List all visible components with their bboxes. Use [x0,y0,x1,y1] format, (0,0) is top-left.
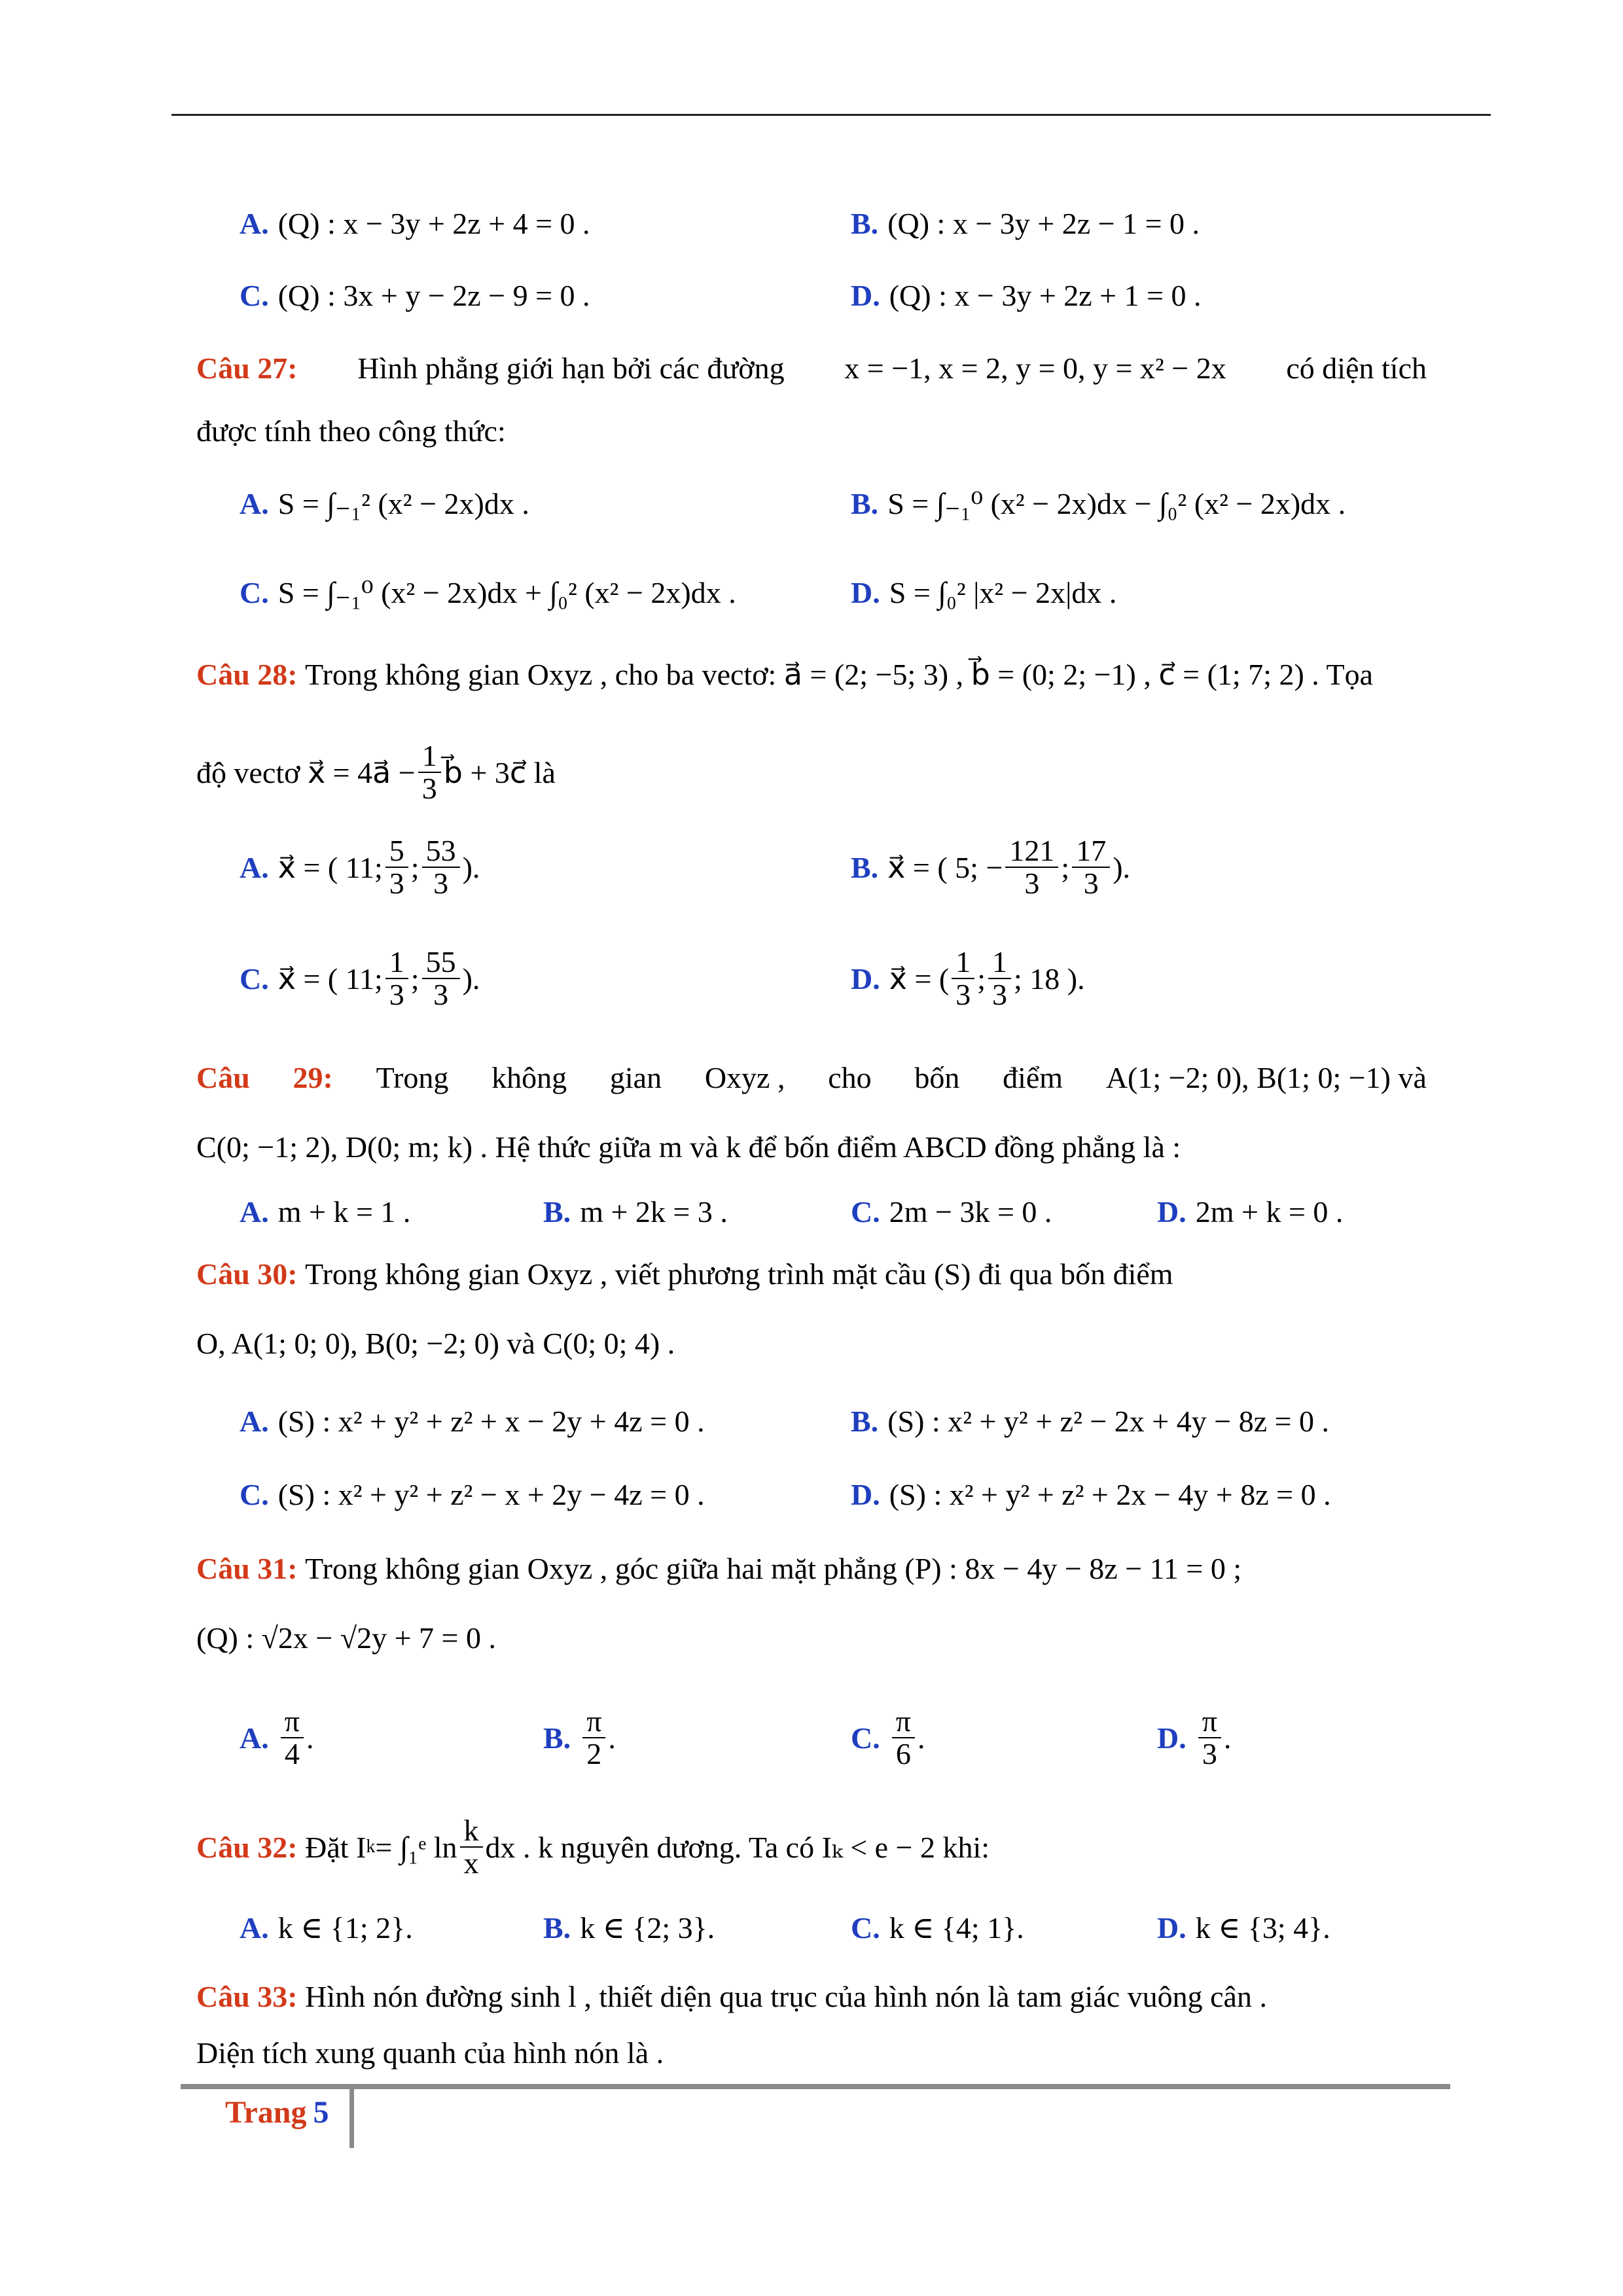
fraction-numerator: 5 [385,835,408,868]
q26-option-b[interactable] [851,187,1200,259]
q29-stem-line-1 [196,1045,1427,1110]
option-text: (S) : x² + y² + z² + x − 2y + 4z = 0 . [277,1404,705,1438]
question-text: dx . k nguyên dương. Ta có Iₖ < e − 2 khi: [485,1831,990,1864]
question-text: O, A(1; 0; 0), B(0; −2; 0) và C(0; 0; 4) . [196,1326,675,1360]
question-text: Hình nón đường sinh l , thiết diện qua trục của hình nón là tam giác vuông cân . [305,1979,1267,2013]
option-text: x⃗ = ( 11; [277,962,383,996]
option-label: D. [1157,1721,1186,1755]
fraction-numerator: 1 [952,946,974,979]
q32-option-b[interactable] [543,1892,715,1964]
fraction-denominator: 3 [421,772,437,805]
q26-options-row-1 [0,187,1623,259]
fraction-denominator: 3 [433,978,449,1011]
q29-stem-line-2 [196,1114,1427,1179]
fraction-denominator: 3 [992,978,1007,1011]
option-label: D. [1157,1194,1186,1229]
fraction [1005,835,1058,900]
question-text: Đặt I [305,1830,366,1864]
fraction [460,1815,483,1880]
question-number: Câu 33: [196,1979,298,2013]
q26-option-a[interactable] [240,187,590,259]
q32-stem [196,1801,1427,1893]
option-label: A. [240,206,269,240]
question-equation: x = −1, x = 2, y = 0, y = x² − 2x [844,351,1226,385]
question-word: điểm [1003,1060,1063,1094]
option-label: A. [240,1721,269,1755]
fraction [418,740,441,805]
fraction-denominator: 3 [955,978,971,1011]
q30-options-row-2 [0,1458,1623,1530]
option-text: k ∈ {2; 3}. [580,1911,715,1945]
q33-stem-line-2 [196,2020,1427,2085]
option-text: x⃗ = ( [889,962,950,996]
q27-option-d[interactable] [851,556,1116,628]
question-number: Câu 32: [196,1830,298,1864]
option-text: x⃗ = ( 11; [277,851,383,884]
option-label: C. [240,278,269,312]
option-label: A. [240,486,269,520]
question-text: Hình phẳng giới hạn bởi các đường [357,351,785,385]
fraction-denominator: 3 [1202,1737,1217,1770]
question-word: Oxyz , [704,1060,785,1094]
q32-option-c[interactable] [851,1892,1024,1964]
page-number-value: 5 [313,2095,329,2130]
option-text: S = ∫₀² |x² − 2x|dx . [889,575,1117,609]
q33-stem-line-1 [196,1964,1427,2029]
option-label: D. [1157,1910,1186,1945]
option-label: C. [240,1477,269,1511]
option-text: (Q) : x − 3y + 2z − 1 = 0 . [887,206,1200,240]
question-word: Trong [376,1060,449,1094]
fraction-numerator: 17 [1072,835,1110,868]
fraction-denominator: 3 [1024,867,1040,900]
option-label: B. [851,850,879,884]
question-text: có diện tích [1286,351,1427,385]
separator: ; [977,961,986,996]
q26-options-row-2 [0,259,1623,331]
option-text: 2m − 3k = 0 . [889,1194,1052,1229]
q29-option-a[interactable] [240,1175,410,1247]
fraction [952,946,974,1011]
fraction-numerator: π [1198,1706,1221,1738]
fraction [988,946,1011,1011]
fraction [385,835,408,900]
fraction-denominator: 3 [389,978,404,1011]
fraction-numerator: π [281,1706,304,1738]
footer-divider [349,2088,354,2148]
option-text: m + k = 1 . [277,1194,411,1229]
fraction-denominator: 4 [284,1737,300,1770]
header-rule [171,114,1491,116]
option-label: D. [851,278,880,312]
question-word: bốn [914,1060,960,1094]
question-number: Câu [196,1060,250,1094]
option-text: ; 18 ). [1014,961,1085,996]
fraction [281,1706,304,1770]
q28-option-b[interactable] [851,818,1130,916]
option-label: A. [240,1910,269,1945]
question-number: Câu 30: [196,1257,298,1291]
question-number: Câu 27: [196,351,298,385]
question-text: (Q) : √2x − √2y + 7 = 0 . [196,1621,496,1655]
option-label: D. [851,575,880,609]
q26-option-d[interactable] [851,259,1202,331]
option-label: C. [851,1721,880,1755]
fraction-numerator: π [892,1706,915,1738]
option-text: (S) : x² + y² + z² + 2x − 4y + 8z = 0 . [889,1477,1331,1511]
option-text: S = ∫₋₁² (x² − 2x)dx . [277,487,529,520]
option-label: D. [851,961,880,996]
option-text: ). [462,850,480,884]
option-text: (Q) : 3x + y − 2z − 9 = 0 . [277,278,590,312]
question-number: Câu 31: [196,1551,298,1585]
question-text: Trong không gian Oxyz , góc giữa hai mặt phẳng (P) : 8x − 4y − 8z − 11 = 0 ; [305,1551,1242,1585]
option-text: (S) : x² + y² + z² − 2x + 4y − 8z = 0 . [887,1404,1330,1438]
question-word: A(1; −2; 0), B(1; 0; −1) và [1105,1060,1427,1094]
option-text: x⃗ = ( 5; − [887,851,1003,884]
option-label: B. [543,1194,571,1229]
q30-options-row-1 [0,1385,1623,1457]
fraction-numerator: π [582,1706,605,1738]
q30-stem-line-1 [196,1241,1427,1306]
fraction-numerator: 53 [422,835,460,868]
q29-option-d[interactable] [1157,1175,1343,1247]
option-label: C. [240,575,269,609]
option-label: A. [240,1194,269,1229]
option-text: k ∈ {3; 4}. [1195,1911,1330,1945]
q29-options-row [0,1175,1623,1247]
option-label: C. [240,961,269,996]
question-text: C(0; −1; 2), D(0; m; k) . Hệ thức giữa m và k để bốn điểm ABCD đồng phẳng là : [196,1130,1181,1164]
fraction-denominator: 2 [586,1737,602,1770]
question-number: Câu 28: [196,657,298,691]
question-word: không [491,1060,567,1094]
q26-option-c[interactable] [240,259,590,331]
q31-options-row [0,1689,1623,1787]
option-text: S = ∫₋₁⁰ (x² − 2x)dx + ∫₀² (x² − 2x)dx . [277,576,736,609]
option-text: (Q) : x − 3y + 2z + 4 = 0 . [277,206,590,240]
question-number: 29: [293,1060,333,1094]
q27-stem-line-1 [196,335,1427,401]
q27-option-a[interactable] [240,467,529,539]
option-label: D. [851,1477,880,1511]
option-text: k ∈ {1; 2}. [277,1911,413,1945]
fraction-denominator: 6 [895,1737,911,1770]
option-label: A. [240,1404,269,1438]
fraction-numerator: 55 [422,946,460,979]
q30-option-d[interactable] [851,1458,1331,1530]
question-text: b⃗ + 3c⃗ là [443,756,556,789]
q32-options-row [0,1892,1623,1964]
option-label: C. [851,1194,880,1229]
fraction [422,946,460,1011]
page-number [225,2094,329,2130]
fraction [422,835,460,900]
q31-option-d[interactable]: D. $\frac{\pi}{3}$ . [1157,1704,1232,1770]
option-label: B. [543,1721,571,1755]
q29-option-c[interactable] [851,1175,1052,1247]
fraction-numerator: 1 [418,740,441,773]
q30-option-a[interactable] [240,1385,705,1457]
q28-option-a[interactable] [240,818,480,916]
question-text: Trong không gian Oxyz , viết phương trình mặt cầu (S) đi qua bốn điểm [305,1257,1173,1291]
question-text: Trong không gian Oxyz , cho ba vectơ: a⃗ = (2; −5; 3) , b⃗ = (0; 2; −1) , c⃗ = (1; 7; 2) . Tọa [305,658,1373,691]
fraction-denominator: 3 [433,867,449,900]
question-text: Diện tích xung quanh của hình nón là . [196,2036,664,2070]
fraction-numerator: 1 [385,946,408,979]
q30-stem-line-2 [196,1310,1427,1376]
fraction-numerator: 1 [988,946,1011,979]
q27-options-row-1 [0,467,1623,539]
option-label: B. [851,206,879,240]
q27-option-b[interactable] [851,467,1346,539]
question-text: được tính theo công thức: [196,414,506,448]
separator: ; [410,850,419,884]
option-label: B. [851,1404,879,1438]
q28-stem-line-2 [196,726,1427,818]
question-word: cho [828,1060,872,1094]
q31-option-b[interactable]: B. $\frac{\pi}{2}$ . [543,1704,616,1770]
fraction [892,1706,915,1770]
fraction-denominator: 3 [389,867,404,900]
q28-options-row-2 [0,929,1623,1028]
option-label: B. [543,1910,571,1945]
q31-stem-line-2 [196,1605,1427,1670]
separator: ; [1061,850,1070,884]
option-text: k ∈ {4; 1}. [889,1911,1024,1945]
question-text: độ vectơ x⃗ = 4a⃗ − [196,756,416,789]
fraction-denominator: 3 [1083,867,1099,900]
q28-option-d[interactable] [851,929,1085,1028]
footer-rule [181,2084,1450,2089]
q32-option-d[interactable] [1157,1892,1330,1964]
option-label: C. [851,1910,880,1945]
fraction [385,946,408,1011]
fraction [1198,1706,1221,1770]
q28-stem-line-1 [196,641,1427,707]
option-text: ). [1113,850,1131,884]
option-text: S = ∫₋₁⁰ (x² − 2x)dx − ∫₀² (x² − 2x)dx . [887,487,1346,520]
q28-option-c[interactable] [240,929,480,1028]
option-label: B. [851,486,879,520]
fraction-numerator: 121 [1005,835,1058,868]
q31-stem-line-1 [196,1535,1427,1601]
q29-option-b[interactable] [543,1175,728,1247]
option-text: (S) : x² + y² + z² − x + 2y − 4z = 0 . [277,1477,705,1511]
option-label: A. [240,850,269,884]
option-text: ). [462,961,480,996]
q30-option-b[interactable] [851,1385,1329,1457]
fraction [1072,835,1110,900]
fraction-denominator: x [463,1846,479,1880]
fraction [582,1706,605,1770]
q27-stem-line-2 [196,398,1427,463]
q31-option-c[interactable]: C. $\frac{\pi}{6}$ . [851,1704,925,1770]
fraction-numerator: k [460,1815,483,1848]
q31-option-a[interactable]: A. $\frac{\pi}{4}$ . [240,1704,314,1770]
q30-option-c[interactable] [240,1458,705,1530]
q28-options-row-1 [0,818,1623,916]
q32-option-a[interactable] [240,1892,413,1964]
question-word: gian [609,1060,662,1094]
separator: ; [410,961,419,996]
option-text: 2m + k = 0 . [1195,1194,1344,1229]
q27-option-c[interactable] [240,556,736,628]
subscript: k [366,1837,376,1857]
question-equation: = ∫₁ᵉ ln [375,1830,457,1864]
q27-options-row-2 [0,556,1623,628]
option-text: m + 2k = 3 . [580,1194,728,1229]
page-label: Trang [225,2095,307,2130]
option-text: (Q) : x − 3y + 2z + 1 = 0 . [889,278,1202,312]
